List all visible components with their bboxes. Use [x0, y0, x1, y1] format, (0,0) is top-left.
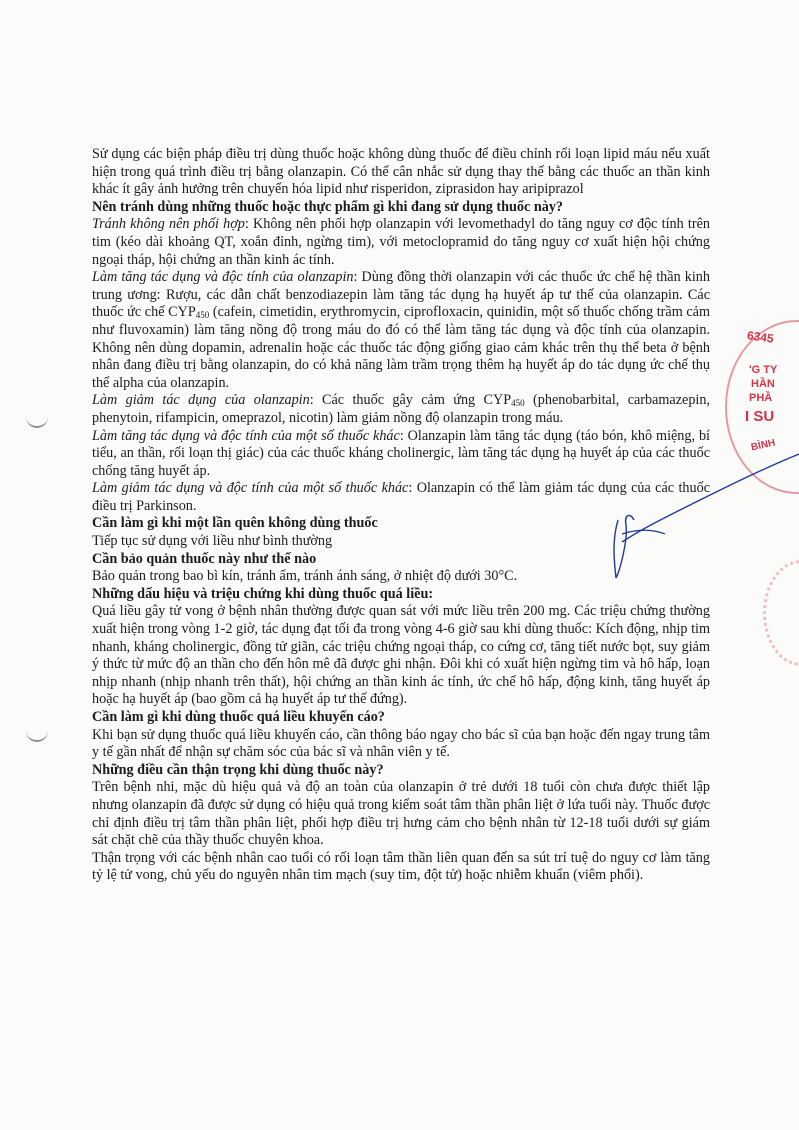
body-paragraph: Quá liều gây tử vong ở bệnh nhân thường được quan sát với mức liều trên 200 mg. Các triệu chứng thường xuất hiện trong vòng 1-2 giờ, tác dụng đạt tối đa trong vòng 4-6 giờ sau khi dùng thuốc: Kích động, nhịp tim nhanh, kháng cholinergic, đồng tử giãn, các triệu chứng ngoại tháp, co cứng cơ, tăng tiết nước bọt, suy giảm ý thức từ mức độ an thần cho đến hôn mê đã được ghi nhận. Đôi khi có xuất hiện ngừng tim và hô hấp, loạn nhịp nhanh (nhịp nhanh trên thất), hội chứng an thần kinh ác tính, ức chế hô hấp, động kinh, tăng huyết áp hoặc hạ huyết áp (bao gồm cả hạ huyết áp tư thế đứng).	[92, 603, 710, 708]
interaction-paragraph	[92, 216, 710, 269]
stamp-fragment: I SU	[745, 408, 775, 425]
paragraph-lead: Làm giảm tác dụng và độc tính của một số thuốc khác	[92, 480, 409, 497]
body-paragraph: Sử dụng các biện pháp điều trị dùng thuốc hoặc không dùng thuốc để điều chỉnh rối loạn lipid máu nếu xuất hiện trong quá trình điều trị bằng olanzapin. Có thể cân nhắc sử dụng thay thế bằng các thuốc an thần kinh khác ít gây ảnh hưởng trên chuyển hóa lipid như risperidon, ziprasidon hay aripiprazol	[92, 146, 710, 198]
interaction-paragraph	[92, 428, 710, 481]
document-body	[92, 146, 710, 885]
red-seal-partial	[763, 560, 799, 666]
body-paragraph: Thận trọng với các bệnh nhân cao tuổi có rối loạn tâm thần liên quan đến sa sút trí tuệ do nguy cơ làm tăng tỷ lệ tử vong, chủ yếu do nguyên nhân tim mạch (suy tim, đột tử) hoặc nhiễm khuẩn (viêm phổi).	[92, 849, 710, 884]
company-stamp	[745, 320, 799, 470]
binder-mark	[26, 412, 48, 428]
section-heading: Những điều cần thận trọng khi dùng thuốc này?	[92, 761, 384, 778]
paragraph-text: (cafein, cimetidin, erythromycin, ciprofloxacin, quinidin, một số thuốc chống trầm cảm như fluvoxamin) làm tăng nồng độ trong máu do đó có thể làm tăng tác dụng và độc tính của olanzapin. Không nên dùng dopamin, adrenalin hoặc các thuốc tác động giống giao cảm khác trên thụ thể beta ở bệnh nhân đang điều trị bằng olanzapin, do có khả năng làm trầm trọng thêm hạ huyết áp do tác dụng ức chế thụ thể alpha của olanzapin.	[92, 304, 711, 391]
paragraph-text: : Các thuốc gây cảm ứng CYP	[309, 392, 512, 409]
body-paragraph: Khi bạn sử dụng thuốc quá liều khuyến cáo, cần thông báo ngay cho bác sĩ của bạn hoặc đến ngay trung tâm y tế gần nhất để nhận sự chăm sóc của bác sĩ và nhân viên y tế.	[92, 726, 710, 761]
stamp-fragment: 6345	[746, 328, 775, 346]
stamp-fragment: BÌNH	[750, 437, 777, 454]
stamp-fragment: 'G TY	[749, 364, 778, 376]
body-paragraph: Tiếp tục sử dụng với liều như bình thường	[92, 533, 333, 550]
paragraph-text: : Không nên phối hợp olanzapin với levomethadyl do tăng nguy cơ độc tính trên tim (kéo dài khoảng QT, xoắn đỉnh, ngừng tim), với metoclopramid do tăng nguy cơ xuất hiện hội chứng ngoại tháp, hội chứng an thần kinh ác tính.	[92, 216, 710, 268]
section-heading: Cần làm gì khi một lần quên không dùng thuốc	[92, 515, 378, 532]
stamp-fragment: HẦN	[751, 378, 775, 390]
section-heading: Cần bảo quản thuốc này như thế nào	[92, 550, 317, 567]
body-paragraph: Bảo quản trong bao bì kín, tránh ẩm, tránh ánh sáng, ở nhiệt độ dưới 30°C.	[92, 568, 518, 585]
cyp-subscript: 450	[511, 398, 525, 409]
paragraph-text: : Olanzapin làm tăng tác dụng (táo bón, khô miệng, bí tiểu, an thần, rối loạn thị giác) của các thuốc kháng cholinergic, làm tăng tác dụng hạ huyết áp của các thuốc chống tăng huyết áp.	[92, 427, 710, 479]
interaction-paragraph	[92, 480, 710, 515]
section-heading: Những dấu hiệu và triệu chứng khi dùng thuốc quá liều:	[92, 585, 434, 602]
stamp-fragment: PHẦ	[749, 392, 773, 404]
paragraph-text: : Olanzapin có thể làm giảm tác dụng của các thuốc điều trị Parkinson.	[92, 480, 710, 514]
paragraph-lead: Tránh không nên phối hợp	[92, 216, 245, 233]
paragraph-lead: Làm tăng tác dụng và độc tính của olanzapin	[92, 269, 354, 286]
body-paragraph: Trên bệnh nhi, mặc dù hiệu quả và độ an toàn của olanzapin ở trẻ dưới 18 tuổi còn chưa được thiết lập nhưng olanzapin đã được sử dụng có hiệu quả trong kiểm soát tâm thần phân liệt ở lứa tuổi này. Thuốc được chỉ định điều trị tâm thần phân liệt, phối hợp điều trị hưng cảm cho bệnh nhân từ 12-18 tuổi dưới sự giám sát chặt chẽ của thầy thuốc chuyên khoa.	[92, 779, 710, 849]
paragraph-lead: Làm tăng tác dụng và độc tính của một số thuốc khác	[92, 427, 400, 444]
section-heading: Nên tránh dùng những thuốc hoặc thực phẩm gì khi đang sử dụng thuốc này?	[92, 198, 564, 215]
paragraph-text: (phenobarbital, carbamazepin, phenytoin, rifampicin, omeprazol, nicotin) làm giảm nồng độ olanzapin trong máu.	[92, 392, 711, 426]
section-heading: Cần làm gì khi dùng thuốc quá liều khuyến cáo?	[92, 709, 385, 725]
interaction-paragraph	[92, 392, 710, 427]
paragraph-lead: Làm giảm tác dụng của olanzapin	[92, 392, 310, 409]
interaction-paragraph	[92, 269, 710, 392]
paragraph-text: : Dùng đồng thời olanzapin với các thuốc ức chế hệ thần kinh trung ương: Rượu, các dẫn chất benzodiazepin làm tăng tác dụng hạ huyết áp tư thế của olanzapin. Các thuốc ức chế CYP	[92, 269, 710, 321]
cyp-subscript: 450	[195, 310, 210, 321]
binder-mark	[26, 726, 48, 742]
